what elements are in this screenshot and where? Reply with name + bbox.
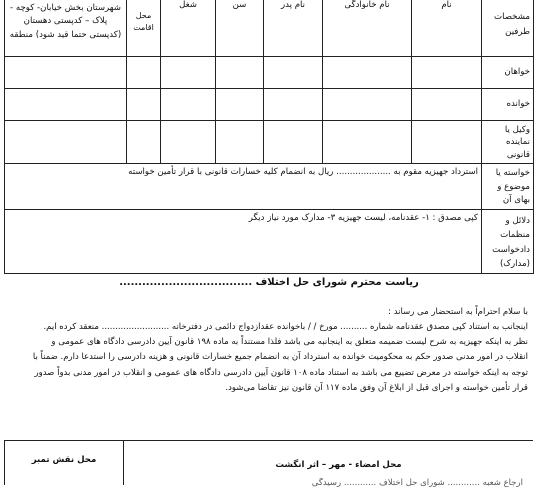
greeting: با سلام احترام‌اً به استحضار می رساند : xyxy=(388,307,528,317)
lawyer-father[interactable] xyxy=(264,121,323,164)
signature-label: محل امضاء - مهر – اثر انگشت xyxy=(275,460,402,470)
row-plaintiff xyxy=(5,57,534,89)
parties-table xyxy=(4,0,534,274)
signature-row xyxy=(4,440,533,488)
stamp-label: محل نقش تمبر xyxy=(31,455,97,465)
header-row xyxy=(5,0,534,57)
row-claim xyxy=(5,164,534,210)
plaintiff-residence[interactable] xyxy=(127,57,161,89)
defendant-job[interactable] xyxy=(161,89,216,121)
paragraph-4: توجه به اینکه خواسته در معرض تضییع می باشد به استناد ماده ۱۰۸ قانون آیین دادرسی دادگاه های عمومی و انقلاب در امور مدنی بدواً صدور xyxy=(34,367,528,378)
header-age: سن xyxy=(216,0,264,57)
label-plaintiff: خواهان xyxy=(482,57,534,89)
header-job: شغل xyxy=(161,0,216,57)
lawyer-family[interactable] xyxy=(323,121,412,164)
plaintiff-job[interactable] xyxy=(161,57,216,89)
label-claim: خواسته یا موضوع و بهای آن xyxy=(482,164,534,210)
lawyer-name[interactable] xyxy=(412,121,482,164)
plaintiff-family[interactable] xyxy=(323,57,412,89)
defendant-father[interactable] xyxy=(264,89,323,121)
petition-body xyxy=(10,305,528,396)
header-name: نام xyxy=(412,0,482,57)
council-title: ریاست محترم شورای حل اختلاف ................................... xyxy=(119,277,419,288)
lawyer-job[interactable] xyxy=(161,121,216,164)
defendant-name[interactable] xyxy=(412,89,482,121)
header-family: نام خانوادگی xyxy=(323,0,412,57)
claim-text: استرداد جهیزیه مقوم به .................... ریال به انضمام کلیه خسارات قانونی با قرار تأمین خواسته xyxy=(5,164,482,210)
defendant-address[interactable] xyxy=(5,89,127,121)
paragraph-2: نظر به اینکه جهیزیه به شرح لیست ضمیمه متعلق به اینجانبه می باشد فلذا مستنداً به ماده ۱۹۸ قانون آیین دادرسی دادگاه های عمومی و xyxy=(51,337,528,348)
paragraph-3: انقلاب در امور مدنی صدور حکم به محکومیت خوانده به استرداد آن به انضمام جمیع خسارات قانونی و هزینه دادرسی را استدعا دارم. ضمناً با xyxy=(32,352,528,363)
plaintiff-address[interactable] xyxy=(5,57,127,89)
header-father: نام پدر xyxy=(264,0,323,57)
paragraph-1: اینجانب به استناد کپی مصدق عقدنامه شماره .......... مورخ / / باخوانده عقدازدواج دائمی در دفترخانه ......................... منعقد کرده ایم. xyxy=(43,322,528,333)
row-defendant xyxy=(5,89,534,121)
defendant-residence[interactable] xyxy=(127,89,161,121)
stamp-box[interactable] xyxy=(4,441,124,485)
label-evidence: دلائل و منظمات دادخواست (مدارک) xyxy=(482,210,534,274)
label-lawyer: وکیل یا نماینده قانونی xyxy=(482,121,534,164)
header-address: شهرستان بخش خیابان- کوچه - پلاک – کدپستی دهستان (کدپستی حتما قید شود) منطقه xyxy=(5,0,127,57)
lawyer-address[interactable] xyxy=(5,121,127,164)
lawyer-residence[interactable] xyxy=(127,121,161,164)
plaintiff-father[interactable] xyxy=(264,57,323,89)
referral-text: ارجاع شعبه ............ شورای حل اختلاف ............ رسیدگی xyxy=(311,478,523,488)
label-defendant: خوانده xyxy=(482,89,534,121)
header-residence: محل اقامت xyxy=(127,0,161,57)
evidence-text: کپی مصدق : ۱- عقدنامه، لیست جهیزیه ۳- مدارک مورد نیاز دیگر xyxy=(5,210,482,274)
header-specs: مشخصات طرفین xyxy=(482,0,534,57)
defendant-age[interactable] xyxy=(216,89,264,121)
lawyer-age[interactable] xyxy=(216,121,264,164)
row-evidence xyxy=(5,210,534,274)
plaintiff-age[interactable] xyxy=(216,57,264,89)
paragraph-5: قرار تأمین خواسته و اجرای قبل از ابلاغ آن وفق ماده ۱۱۷ آن قانون نیز تقاضا می‌شود. xyxy=(225,382,528,393)
defendant-family[interactable] xyxy=(323,89,412,121)
row-lawyer xyxy=(5,121,534,164)
plaintiff-name[interactable] xyxy=(412,57,482,89)
